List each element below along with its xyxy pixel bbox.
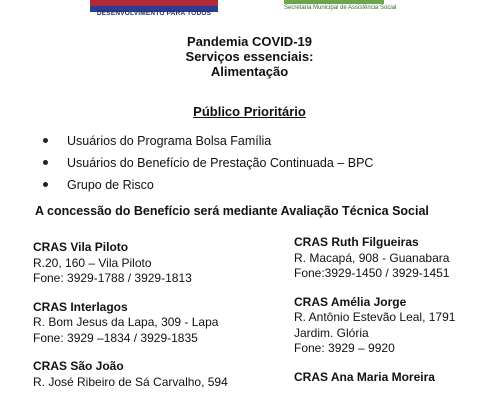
list-item <box>43 174 373 196</box>
logo-tagline: DESENVOLVIMENTO PARA TODOS <box>96 10 212 17</box>
cras-entry <box>33 240 283 287</box>
cras-entry <box>294 295 499 357</box>
publico-prioritario-title: Público Prioritário <box>193 104 306 119</box>
cras-name: CRAS São João <box>33 359 124 373</box>
cras-name: CRAS Amélia Jorge <box>294 294 407 309</box>
cras-address: R. Bom Jesus da Lapa, 309 - Lapa <box>33 315 219 329</box>
priority-list <box>43 130 373 196</box>
cras-neighborhood: Jardim. Glória <box>294 325 369 340</box>
cras-address: R. José Ribeiro de Sá Carvalho, 594 <box>33 374 228 389</box>
cras-phone: Fone:3929-1450 / 3929-1451 <box>294 266 450 280</box>
cras-phone: Fone: 3929 –1834 / 3929-1835 <box>33 330 198 345</box>
cras-entry <box>33 359 283 390</box>
heading-line-3: Alimentação <box>210 64 289 79</box>
cras-entry <box>294 370 499 386</box>
cras-column-left <box>33 240 283 403</box>
list-item <box>43 152 373 174</box>
secretaria-logo-right <box>270 0 397 18</box>
list-item-text: Usuários do Programa Bolsa Família <box>67 134 272 148</box>
cras-entry <box>294 235 499 282</box>
cras-phone: Fone: 3929-1788 / 3929-1813 <box>33 271 192 285</box>
cras-name: CRAS Ana Maria Moreira <box>294 369 435 384</box>
cras-name: CRAS Interlagos <box>33 299 128 314</box>
cras-address: R. Macapá, 908 - Guanabara <box>294 250 450 265</box>
heading-line-1: Pandemia COVID-19 <box>187 34 312 49</box>
bullet-icon <box>43 138 48 143</box>
document-heading <box>0 34 499 79</box>
municipal-logo-left <box>90 0 218 17</box>
cras-name: CRAS Vila Piloto <box>33 240 129 254</box>
cras-address: R. Antônio Estevão Leal, 1791 <box>294 310 456 324</box>
list-item <box>43 130 373 152</box>
heading-line-2: Serviços essenciais: <box>185 49 314 64</box>
cras-column-right <box>294 235 499 398</box>
bullet-icon <box>43 160 48 165</box>
secretaria-name: Secretaria Municipal de Assistência Social <box>284 5 397 11</box>
logo-green-bar <box>284 0 384 4</box>
concessao-note: A concessão do Benefício será mediante Avaliação Técnica Social <box>35 204 429 218</box>
list-item-text: Usuários do Benefício de Prestação Continuada – BPC <box>67 156 374 170</box>
list-item-text: Grupo de Risco <box>67 178 154 192</box>
cras-address: R.20, 160 – Vila Piloto <box>33 255 152 270</box>
cras-name: CRAS Ruth Filgueiras <box>294 235 419 249</box>
cras-entry <box>33 300 283 347</box>
cras-phone: Fone: 3929 – 9920 <box>294 341 395 355</box>
bullet-icon <box>43 182 48 187</box>
